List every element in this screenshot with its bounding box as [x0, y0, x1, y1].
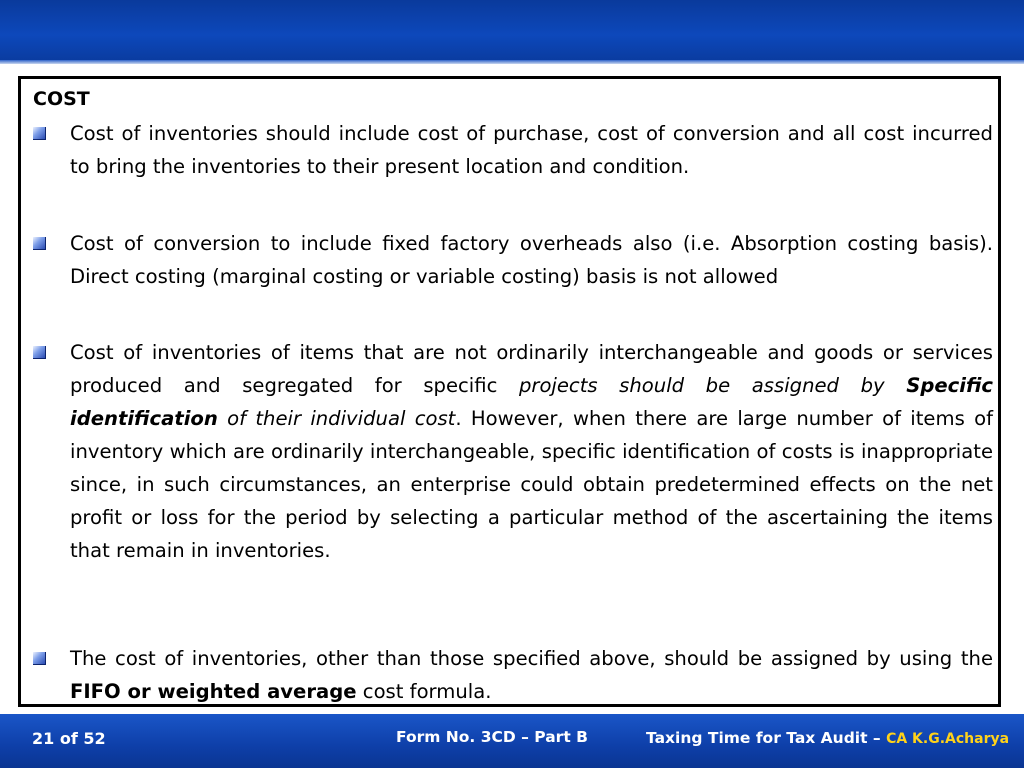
bullet-item [33, 336, 993, 567]
bullet-item [33, 117, 993, 183]
bullet-italic-text: of their individual cost [217, 407, 456, 430]
footer-tagline [646, 729, 1009, 747]
bullet-text-start: The cost of inventories, other than those specified above, should be assigned by using the [70, 647, 993, 670]
square-bullet-icon [33, 652, 46, 665]
square-bullet-icon [33, 237, 46, 250]
square-bullet-icon [33, 127, 46, 140]
bullet-italic-text: projects should be assigned by [518, 374, 907, 397]
bullet-text: Cost of conversion to include fixed factory overheads also (i.e. Absorption costing basis). Direct costing (marginal costing or variable costing) basis is not allowed [70, 232, 993, 288]
section-heading: COST [33, 88, 90, 110]
bullet-item [33, 642, 993, 708]
fifo-bold-text: FIFO or weighted average [70, 680, 357, 703]
bullet-text-end: . However, when there are large number of items of inventory which are ordinarily interchangeable, specific identification of costs is inappropriate since, in such circumstances, an enterprise could obtain predetermined effects on the net profit or loss for the period by selecting a particular method of the ascertaining the items that remain in inventories. [70, 407, 993, 562]
bullet-text-start: Cost of inventories of items that are not ordinarily interchangeable and goods or services produced and segregated for specific [70, 341, 993, 397]
bullet-text [70, 642, 993, 708]
bullet-text: Cost of inventories should include cost of purchase, cost of conversion and all cost incurred to bring the inventories to their present location and condition. [70, 122, 993, 178]
bullet-text-end: cost formula. [356, 680, 492, 703]
content-box [18, 76, 1001, 707]
square-bullet-icon [33, 346, 46, 359]
top-banner [0, 0, 1024, 64]
bullet-item [33, 227, 993, 293]
specific-identification-text: Specific identification [70, 374, 993, 430]
bullet-text [70, 336, 993, 567]
footer-form-label: Form No. 3CD – Part B [396, 728, 588, 746]
slide-number: 21 of 52 [32, 729, 106, 748]
footer-bar [0, 714, 1024, 768]
footer-author: CA K.G.Acharya [886, 731, 1010, 747]
tagline-text: Taxing Time for Tax Audit – [646, 729, 887, 747]
